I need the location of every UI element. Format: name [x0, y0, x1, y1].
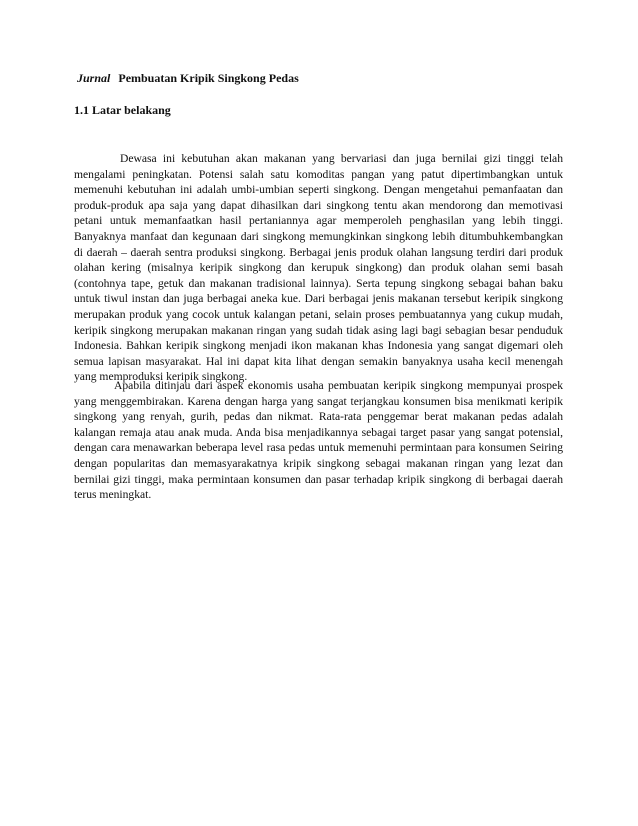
journal-label: Jurnal — [77, 71, 111, 85]
paragraph-1: Dewasa ini kebutuhan akan makanan yang bervariasi dan juga bernilai gizi tinggi telah mengalami peningkatan. Potensi salah satu komoditas pangan yang patut dipertimbangkan untuk memenuhi kebutuhan ini adalah umbi-umbian seperti singkong. Dengan mengetahui pemanfaatan dan produk-produk apa saja yang dapat dihasilkan dari singkong tentu akan mendorong dan memotivasi petani untuk memanfaatkan hasil pertaniannya agar memperoleh penghasilan yang lebih tinggi. Banyaknya manfaat dan kegunaan dari singkong memungkinkan singkong lebih ditumbuhkembangkan di daerah – daerah sentra produksi singkong. Berbagai jenis produk olahan langsung terdiri dari produk olahan kering (misalnya keripik singkong dan kerupuk singkong) dan produk olahan semi basah (contohnya tape, getuk dan makanan tradisional lainnya). Serta tepung singkong sebagai bahan baku untuk tiwul instan dan juga berbagai aneka kue. Dari berbagai jenis makanan tersebut keripik singkong merupakan produk yang cocok untuk kalangan petani, selain proses pembuatannya yang cukup mudah, keripik singkong merupakan makanan ringan yang sudah tidak asing lagi bagi sebagian besar penduduk Indonesia. Bahkan keripik singkong menjadi ikon makanan khas Indonesia yang sangat digemari oleh semua lapisan masyarakat. Hal ini dapat kita lihat dengan semakin banyaknya usaha kecil menengah yang memproduksi keripik singkong. — [74, 152, 563, 384]
section-heading: 1.1 Latar belakang — [74, 103, 171, 117]
document-header — [77, 71, 299, 86]
document-title: Pembuatan Kripik Singkong Pedas — [118, 71, 299, 85]
paragraph-2: Apabila ditinjau dari aspek ekonomis usaha pembuatan keripik singkong mempunyai prospek yang menggembirakan. Karena dengan harga yang sangat terjangkau konsumen bisa menikmati keripik singkong yang renyah, gurih, pedas dan nikmat. Rata-rata penggemar berat makanan pedas adalah kalangan remaja atau anak muda. Anda bisa menjadikannya sebagai target pasar yang sangat potensial, dengan cara menawarkan beberapa level rasa pedas untuk memenuhi permintaan para konsumen Seiring dengan popularitas dan memasyarakatnya kripik singkong sebagai makanan ringan yang lezat dan bernilai gizi tinggi, maka permintaan konsumen dan pasar terhadap kripik singkong di berbagai daerah terus meningkat. — [74, 379, 563, 502]
